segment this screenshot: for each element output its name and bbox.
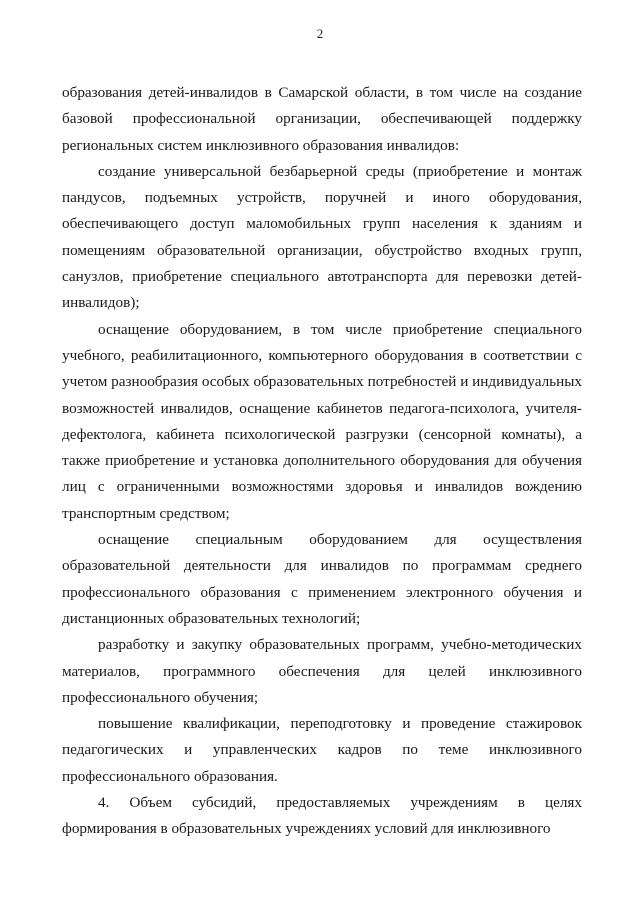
- text-line: обеспечивающего доступ маломобильных групп населения к зданиям и: [62, 215, 582, 233]
- text-line: повышение квалификации, переподготовку и проведение стажировок: [98, 715, 582, 733]
- text-line: региональных систем инклюзивного образования инвалидов:: [62, 136, 460, 154]
- paragraph: [62, 632, 582, 711]
- text-line: дефектолога, кабинета психологической разгрузки (сенсорной комнаты), а: [62, 425, 582, 443]
- text-line: учебного, реабилитационного, компьютерного оборудования в соответствии с: [62, 346, 582, 364]
- text-line: образовательной деятельности для инвалидов по программам среднего: [62, 557, 582, 575]
- text-line: пандусов, подъемных устройств, поручней и иного оборудования,: [62, 189, 582, 207]
- text-line: 4. Объем субсидий, предоставляемых учреждениям в целях: [98, 794, 582, 812]
- paragraph: [62, 527, 582, 632]
- text-line: также приобретение и установка дополнительного оборудования для обучения: [62, 452, 582, 470]
- text-line: образования детей-инвалидов в Самарской области, в том числе на создание: [62, 84, 582, 101]
- text-line: создание универсальной безбарьерной среды (приобретение и монтаж: [98, 162, 582, 180]
- text-line: лиц с ограниченными возможностями здоровья и инвалидов вождению: [62, 478, 582, 496]
- text-line: возможностей инвалидов, оснащение кабинетов педагога-психолога, учителя-: [62, 399, 582, 417]
- text-line: помещениям образовательной организации, обустройство входных групп,: [62, 241, 582, 259]
- text-line: профессионального обучения;: [62, 688, 259, 706]
- text-line: материалов, программного обеспечения для целей инклюзивного: [62, 662, 582, 680]
- text-line: формирования в образовательных учреждениях условий для инклюзивного: [62, 820, 551, 838]
- text-line: дистанционных образовательных технологий;: [62, 609, 361, 627]
- paragraph: [62, 317, 582, 527]
- text-line: профессионального образования с применением электронного обучения и: [62, 583, 582, 601]
- paragraph: [62, 711, 582, 790]
- text-line: инвалидов);: [62, 294, 140, 312]
- text-line: профессионального образования.: [62, 767, 278, 785]
- text-line: разработку и закупку образовательных программ, учебно-методических: [98, 636, 582, 654]
- paragraph: [62, 790, 582, 843]
- text-line: оснащение специальным оборудованием для осуществления: [98, 531, 582, 549]
- text-line: оснащение оборудованием, в том числе приобретение специального: [98, 320, 582, 338]
- document-body: [62, 80, 582, 843]
- page-number: 2: [316, 26, 324, 41]
- text-line: санузлов, приобретение специального автотранспорта для перевозки детей-: [62, 268, 582, 286]
- text-line: педагогических и управленческих кадров по теме инклюзивного: [62, 741, 582, 759]
- text-line: базовой профессиональной организации, обеспечивающей поддержку: [62, 110, 582, 128]
- paragraph: [62, 80, 582, 159]
- text-line: транспортным средством;: [62, 504, 230, 522]
- paragraph: [62, 159, 582, 317]
- text-line: учетом разнообразия особых образовательных потребностей и индивидуальных: [62, 373, 582, 391]
